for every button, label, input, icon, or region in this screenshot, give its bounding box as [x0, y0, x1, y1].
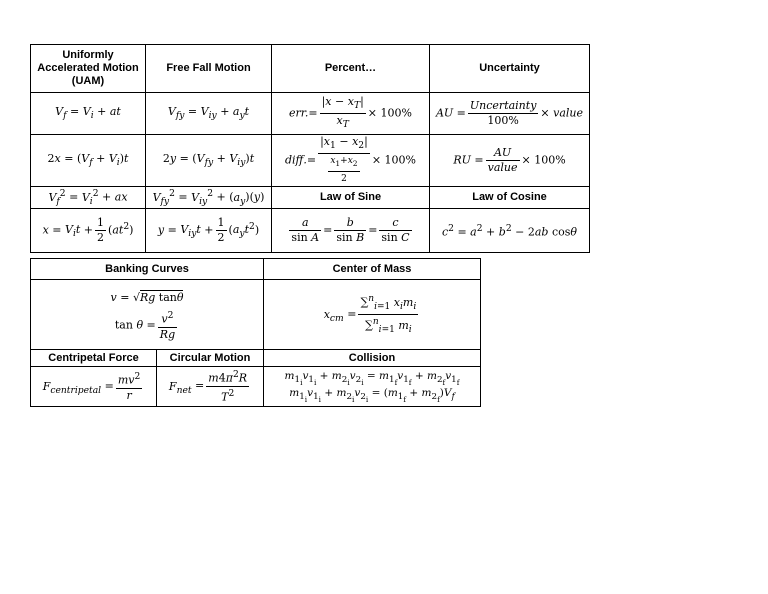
- header-centripetal-force: Centripetal Force: [31, 350, 157, 367]
- header-uncertainty: Uncertainty: [430, 45, 590, 93]
- formula-law-of-cosine: $c^2 = a^2 + b^2 - 2ab$ cosθ: [430, 208, 590, 252]
- formula-free-fall-position: $y = V_{iy}t$ + $\frac{1}{2}$ $(a_yt^2)$: [146, 208, 272, 252]
- header-percent: Percent…: [272, 45, 430, 93]
- formula-collision: $m_{1_i}v_{1_i} + m_{2_i}v_{2_i} = m_{1_f}v_{1_f} + m_{2_f}v_{1_f}$ $m_{1_i}v_{1_i} + m_{2_i}v_{2_i} = (m_{1_f} + m_{2_f})V_f$: [264, 367, 481, 407]
- formula-center-of-mass: $x_{cm}$ = $\frac{\sum^n_{i=1} x_im_i}{\sum^n_{i=1} m_i}$: [264, 280, 481, 350]
- formula-table-kinematics: [30, 44, 590, 253]
- formula-centripetal-force: $F_{centripetal}$ = $\frac{mv^2}{r}$: [31, 367, 157, 407]
- header-uam: Uniformly Accelerated Motion (UAM): [31, 45, 146, 93]
- formula-circular-motion: $F_{net}$ = $\frac{m4\pi^2R}{T^2}$: [157, 367, 264, 407]
- formula-percent-difference: diff.= $\frac{|x_1 - x_2|}{\frac{x_1+x_2}{2}}$ × 100%: [272, 135, 430, 187]
- formula-free-fall-velocity-squared: $V_{fy}^2 = V_{iy}^2 + (a_y)(y)$: [146, 186, 272, 208]
- formula-uam-displacement: $2x = (V_f + V_i)t$: [31, 135, 146, 187]
- formula-uam-velocity-squared: $V_f^2 = V_i^2$ + ax: [31, 186, 146, 208]
- formula-free-fall-velocity: $V_{fy} = V_{iy} + a_yt$: [146, 93, 272, 135]
- formula-uam-position: $x = V_it$ + $\frac{1}{2}$ $(at^2)$: [31, 208, 146, 252]
- formula-uam-velocity: $V_f = V_i$ + at: [31, 93, 146, 135]
- formula-free-fall-displacement: $2y = (V_{fy} + V_{iy})t$: [146, 135, 272, 187]
- formula-relative-uncertainty: RU = $\frac{AU}{\text{value}}$ × 100%: [430, 135, 590, 187]
- header-free-fall: Free Fall Motion: [146, 45, 272, 93]
- header-center-of-mass: Center of Mass: [264, 259, 481, 280]
- header-circular-motion: Circular Motion: [157, 350, 264, 367]
- header-collision: Collision: [264, 350, 481, 367]
- formula-percent-error: err.= $\frac{|x - x_T|}{x_T}$ × 100%: [272, 93, 430, 135]
- formula-absolute-uncertainty: AU = $\frac{\text{Uncertainty}}{100\%}$ × value: [430, 93, 590, 135]
- header-law-of-sine: Law of Sine: [272, 186, 430, 208]
- header-banking-curves: Banking Curves: [31, 259, 264, 280]
- formula-table-dynamics: [30, 258, 481, 407]
- header-law-of-cosine: Law of Cosine: [430, 186, 590, 208]
- formula-law-of-sine: $\frac{a}{\text{sin A}}$ = $\frac{b}{\text{sin B}}$ = $\frac{c}{\text{sin C}}$: [272, 208, 430, 252]
- formula-banking-curves: v = √Rg tanθ tan θ = $\frac{v^2}{Rg}$: [31, 280, 264, 350]
